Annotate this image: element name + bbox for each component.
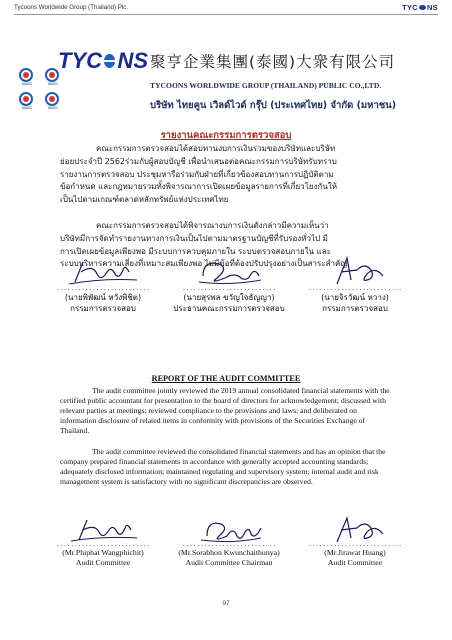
logo-wordmark-left: TYC [58,48,102,73]
signatory [296,254,414,314]
handwritten-signature [315,254,395,288]
company-name-chinese: 聚亨企業集團(泰國)大衆有限公司 [150,53,396,71]
signature-line: .......................... [308,541,402,548]
signatory-role: Audit Committee Chairman [185,558,273,567]
logo-eye-icon [104,54,115,68]
signatory-name: (นายพิพัฒน์ หวังพิชิต) [64,293,142,302]
header-company-name: Tycoons Worldwide Group (Thailand) Plc. [14,3,129,11]
thai-line: ข้อกำหนด และกฎหมายรวมทั้งพิจารณาการเปิดเผยข้อมูลรายการที่เกี่ยวโยงกันให้ [60,182,338,192]
page-header [14,0,438,14]
logo-wordmark-right: NS [117,48,148,73]
signatory-name: (Mr.Sorabhon Kwunchaithunya) [178,548,280,557]
company-logo [58,48,148,74]
certification-badge-icon: MASCI [16,92,38,112]
thai-line: คณะกรรมการตรวจสอบได้สอบทานงบการเงินรวมของบริษัทและบริษัท [96,144,336,153]
signatory-name: (นายสุรพล ขวัญใจธัญญา) [183,293,275,302]
handwritten-signature [63,254,143,288]
signatory [296,514,414,568]
signature-line: .......................... [56,285,150,292]
company-name-english: TYCOONS WORLDWIDE GROUP (THAILAND) PUBLIC CO.,LTD. [150,81,382,90]
logo-eye-icon [419,5,426,10]
signatory [44,254,162,314]
signatory-role: ประธานคณะกรรมการตรวจสอบ [173,304,285,313]
english-paragraph-text: The audit committee jointly reviewed the 2019 annual consolidated financial statements with the certified public accountant for presentation to the board of directors for acknowledgement; discussed with relevant parties at meetings; reviewed compliance to the provisions and laws; and deliberated on information disclosure of related items in conformity with provisions of the Securities Exchange of Thailand. [60,386,390,436]
signatory [170,514,288,568]
thai-report-heading: รายงานคณะกรรมการตรวจสอบ [160,130,292,141]
signatory-role: Audit Committee [75,558,131,567]
header-divider [14,14,438,15]
thai-line: รายงานการตรวจสอบ ประชุมหารือร่วมกับฝ่ายที่เกี่ยวข้องสอบทานการปฏิบัติตาม [60,169,334,179]
thai-signature-block [44,254,414,314]
signatory-role: Audit Committee [327,558,383,567]
english-paragraph-1 [60,386,392,436]
english-paragraph-text: The audit committee reviewed the consolidated financial statements and has an opinion that the company prepared financial statements in accordance with generally accepted accounting standards; adequately disclosed information; maintained regulating and supervisory system; internal audit and risk management system is satisfactory with no significant discrepancies are observed. [60,447,386,487]
certification-badge-icon: MASCI [42,92,64,112]
english-paragraph-2 [60,447,392,487]
thai-line: การเปิดเผยข้อมูลเพียงพอ มีระบบการควบคุมภายใน ระบบตรวจสอบภายใน และ [60,246,331,256]
certification-badges [14,68,70,114]
thai-paragraph-1 [60,143,396,207]
thai-line: คณะกรรมการตรวจสอบได้พิจารณางบการเงินดังกล่าวมีความเห็นว่า [96,221,329,230]
english-signature-block [44,514,414,568]
certification-badge-icon: MASCI [16,68,38,88]
signatory-role: กรรมการตรวจสอบ [322,304,388,313]
handwritten-signature [189,514,269,544]
certification-badge-icon: MASCI [42,68,64,88]
signatory [44,514,162,568]
signatory [170,254,288,314]
thai-line: ระบบบริหารความเสี่ยงที่เหมาะสมเพียงพอ ไม่มีข้อที่ต้องปรับปรุงอย่างเป็นสาระสำคัญ [60,259,348,269]
signatory-name: (Mr.Jirawat Huang) [324,548,386,557]
signature-line: .......................... [182,541,276,548]
thai-line: เป็นไปตามเกณฑ์ตลาดหลักทรัพย์แห่งประเทศไทย [60,195,229,205]
handwritten-signature [63,514,143,544]
handwritten-signature [189,254,269,288]
signature-line: .......................... [182,285,276,292]
company-letterhead [48,44,408,120]
thai-line: ย่อยประจำปี 2562ร่วมกับผู้สอบบัญชี เพื่อนำเสนอต่อคณะกรรมการบริษัทรับทราบ [60,156,337,166]
page-number: 97 [222,600,230,607]
signatory-name: (Mr.Phiphat Wangphichit) [62,548,144,557]
signatory-name: (นายจิรวัฒน์ หวาง) [321,293,389,302]
signature-line: .......................... [308,285,402,292]
company-name-thai: บริษัท ไทยคูน เวิลด์ไวด์ กรุ๊ป (ประเทศไทย) จำกัด (มหาชน) [150,100,397,111]
signatory-role: กรรมการตรวจสอบ [70,304,136,313]
signature-line: .......................... [56,541,150,548]
header-brand-logo: TYC NS [402,2,438,12]
thai-line: บริษัทมีการจัดทำรายงานทางการเงินเป็นไปตามมาตรฐานบัญชีที่รับรองทั่วไป มี [60,233,328,243]
english-report-heading: REPORT OF THE AUDIT COMMITTEE [151,374,301,383]
handwritten-signature [315,514,395,544]
